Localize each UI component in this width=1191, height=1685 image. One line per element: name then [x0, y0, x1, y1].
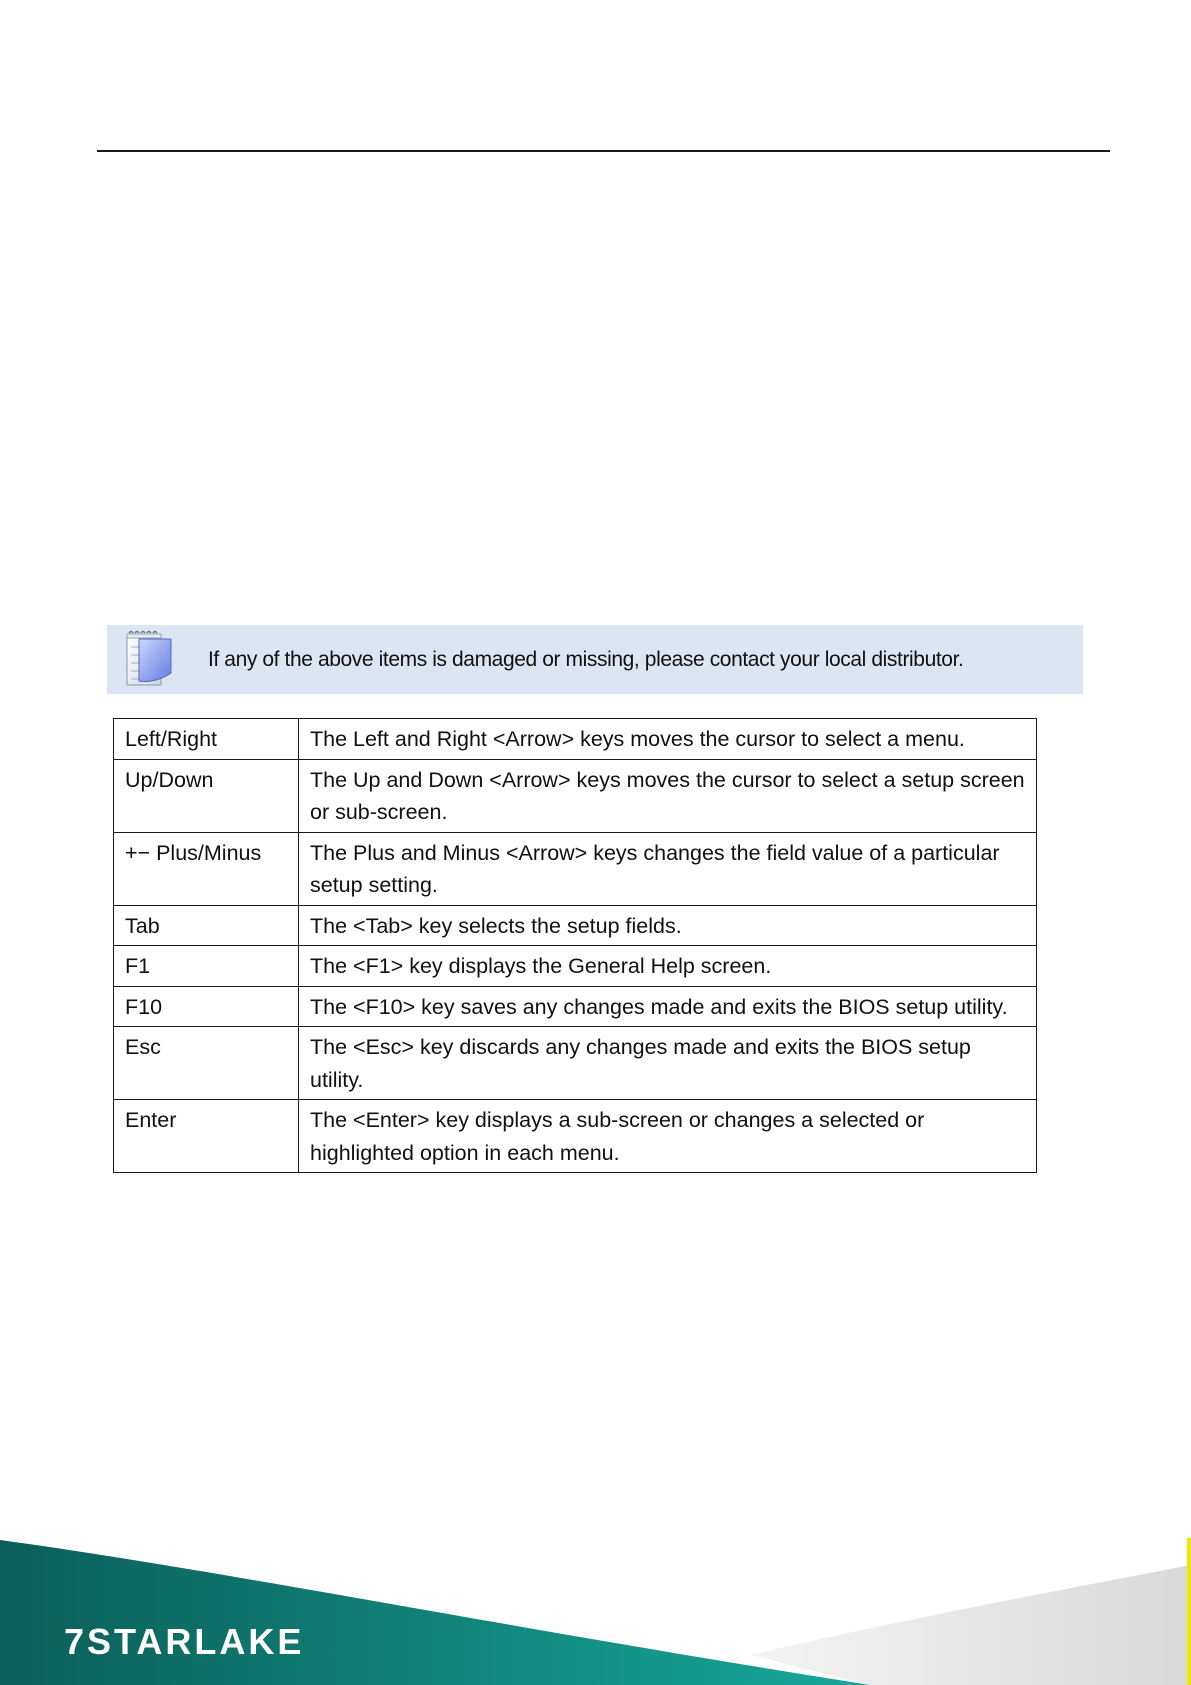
description-cell: The <Tab> key selects the setup fields.	[299, 905, 1037, 946]
description-cell: The Left and Right <Arrow> keys moves the cursor to select a menu.	[299, 719, 1037, 760]
key-cell: F1	[114, 946, 299, 987]
table-row	[114, 832, 1037, 905]
description-cell: The <F1> key displays the General Help screen.	[299, 946, 1037, 987]
key-cell: Esc	[114, 1027, 299, 1100]
table-row	[114, 946, 1037, 987]
key-cell: Tab	[114, 905, 299, 946]
notepad-icon	[119, 629, 181, 691]
description-cell: The <Enter> key displays a sub-screen or changes a selected or highlighted option in each menu.	[299, 1100, 1037, 1173]
footer-grey-band	[750, 1565, 1191, 1685]
key-cell: Enter	[114, 1100, 299, 1173]
header-rule	[97, 150, 1110, 152]
description-cell: The <Esc> key discards any changes made and exits the BIOS setup utility.	[299, 1027, 1037, 1100]
footer-accent-bar	[1187, 1538, 1191, 1685]
table-row	[114, 905, 1037, 946]
table-row	[114, 1027, 1037, 1100]
key-cell: F10	[114, 986, 299, 1027]
table-row	[114, 986, 1037, 1027]
footer-teal-band	[0, 1540, 870, 1685]
description-cell: The Up and Down <Arrow> keys moves the cursor to select a setup screen or sub-screen.	[299, 759, 1037, 832]
bios-keys-table	[113, 718, 1037, 1173]
key-cell: Left/Right	[114, 719, 299, 760]
description-cell: The <F10> key saves any changes made and exits the BIOS setup utility.	[299, 986, 1037, 1027]
note-callout	[107, 625, 1083, 694]
table-row	[114, 1100, 1037, 1173]
description-cell: The Plus and Minus <Arrow> keys changes the field value of a particular setup setting.	[299, 832, 1037, 905]
key-cell: +− Plus/Minus	[114, 832, 299, 905]
key-cell: Up/Down	[114, 759, 299, 832]
note-text: If any of the above items is damaged or missing, please contact your local distributor.	[208, 648, 964, 671]
table-row	[114, 759, 1037, 832]
brand-logo: 7STARLAKE	[64, 1621, 305, 1662]
table-row	[114, 719, 1037, 760]
